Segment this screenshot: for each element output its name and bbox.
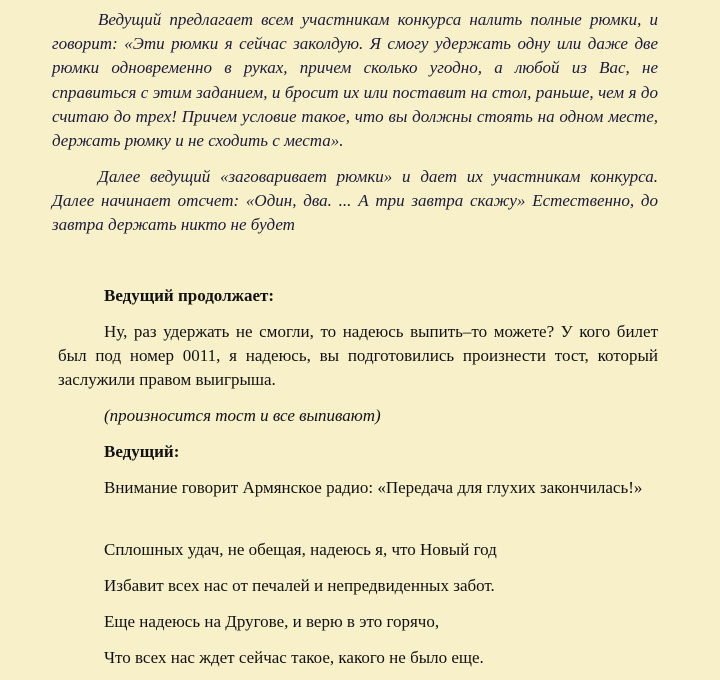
verse-line-3-text: Еще надеюсь на Другове, и верю в это горячо, xyxy=(104,612,440,631)
stage-direction-text: (произносится тост и все выпивают) xyxy=(104,406,381,425)
toast-call-paragraph xyxy=(58,320,658,393)
toast-call-text: Ну, раз удержать не смогли, то надеюсь выпить–то можете? У кого билет был под номер 0011, я надеюсь, вы подготовились произнести тост, который заслужили правом выигрыша. xyxy=(58,322,658,390)
verse-line-3 xyxy=(58,610,658,634)
verse-line-2-text: Избавит всех нас от печалей и непредвиденных забот. xyxy=(104,576,495,595)
count-paragraph xyxy=(52,165,658,238)
verse-line-4 xyxy=(58,646,658,670)
count-text: Далее ведущий «заговаривает рюмки» и дает их участникам конкурса. Далее начинает отсчет: «Один, два. ... А три завтра скажу» Естественно, до завтра держать никто не будет xyxy=(52,167,658,235)
intro-paragraph xyxy=(52,8,658,153)
host-continues-heading xyxy=(58,284,658,308)
stage-direction-paragraph xyxy=(58,404,658,428)
radio-text: Внимание говорит Армянское радио: «Передача для глухих закончилась!» xyxy=(104,478,643,497)
intro-text: Ведущий предлагает всем участникам конкурса налить полные рюмки, и говорит: «Эти рюмки я сейчас заколдую. Я смогу удержать одну или даже две рюмки одновременно в руках, причем сколько угодно, а любой из Вас, не справиться с этим заданием, и бросит их или поставит на стол, раньше, чем я до считаю до трех! Причем условие такое, что вы должны стоять на одном месте, держать рюмку и не сходить с места». xyxy=(52,10,658,151)
host-heading xyxy=(58,440,658,464)
verse-line-1 xyxy=(58,538,658,562)
verse-line-1-text: Сплошных удач, не обещая, надеюсь я, что Новый год xyxy=(104,540,497,559)
verse-line-4-text: Что всех нас ждет сейчас такое, какого не было еще. xyxy=(104,648,484,667)
verse-line-2 xyxy=(58,574,658,598)
radio-paragraph xyxy=(58,476,658,500)
host-continues-text: Ведущий продолжает: xyxy=(104,286,275,305)
host-text: Ведущий: xyxy=(104,442,180,461)
